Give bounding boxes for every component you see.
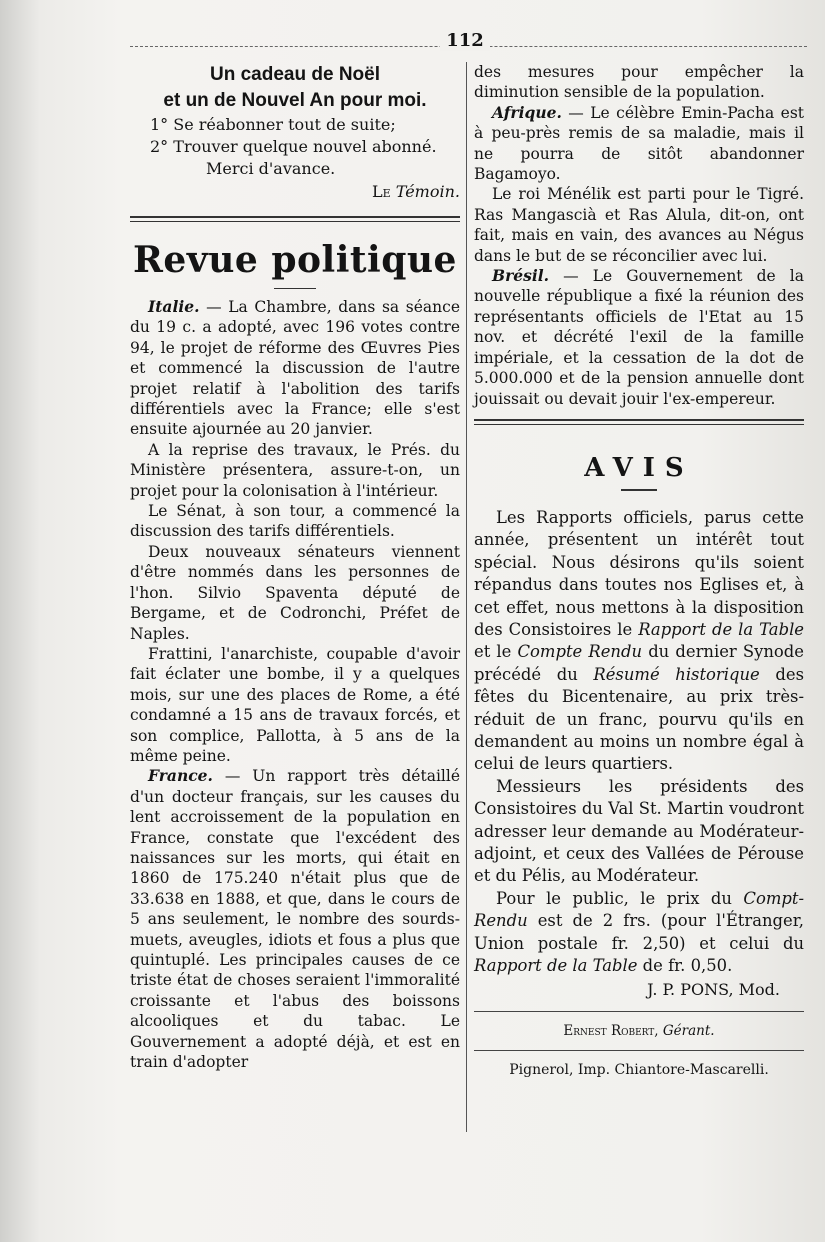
subscription-notice xyxy=(130,62,460,204)
left-column xyxy=(130,62,460,1072)
avis-p3-compt: Compt-Rendu xyxy=(474,888,804,931)
text-italie: — La Chambre, dans sa séance du 19 c. a adopté, avec 196 votes contre 94, le projet de réforme des Œuvres Pies et commencé la discussion de l'autre projet relatif à l'abolition des tarifs différentiels avec la France; elle s'est ensuite ajournée au 20 janvier. xyxy=(130,298,460,439)
keyword-bresil: Brésil. xyxy=(492,266,550,286)
signature-le: Le xyxy=(372,182,391,201)
paragraph-france xyxy=(130,766,460,1072)
avis-title: AVIS xyxy=(584,452,694,483)
avis-p3-c: de fr. 0,50. xyxy=(637,956,733,976)
avis-p1-compte: Compte Rendu xyxy=(517,642,643,662)
footer-rule-2 xyxy=(474,1050,804,1051)
avis-p1-text: Les Rapports officiels, parus cette année, présentent un intérêt tout spécial. Nous désirons qu'ils soient répandus dans toutes nos Eglises et, à cet effet, nous mettons à la disposition des Consistoires le xyxy=(474,507,804,639)
avis-p3-rapport: Rapport de la Table xyxy=(474,956,638,976)
paragraph-continuation: des mesures pour empêcher la diminution sensible de la population. xyxy=(474,63,804,102)
avis-p1-b: et le xyxy=(474,642,518,662)
paragraph-menelik: Le roi Ménélik est parti pour le Tigré. Ras Mangascià et Ras Alula, dit-on, ont fait, mais en vain, des avances au Négus dans le but de se réconcilier avec lui. xyxy=(474,185,804,265)
keyword-france: France. xyxy=(148,766,213,786)
paragraph-bresil xyxy=(474,266,804,409)
column-divider xyxy=(466,62,467,1132)
avis-paragraph-1 xyxy=(474,507,804,776)
section-rule-right xyxy=(474,419,804,425)
avis-p1-c: du dernier Synode précédé du xyxy=(474,642,804,684)
avis-p1-d: des fêtes du Bicentenaire, au prix très-réduit de un franc, pourvu qu'ils en demandent au moins un nombre égal à celui de leurs quartiers. xyxy=(474,664,804,774)
notice-item-2: 2° Trouver quelque nouvel abonné. xyxy=(150,137,437,156)
avis-rule xyxy=(621,489,657,491)
page-number: 112 xyxy=(440,30,490,51)
text-france: — Un rapport très détaillé d'un docteur français, sur les causes du lent accroissement de la population en France, constate que l'excédent des naissances sur les morts, qui était en 1860 de 175.240 n'était plus que de 33.638 en 1888, et que, dans le cours de 5 ans seulement, le nombre des sourds-muets, aveugles, idiots et fous a plus que quintuplé. Les principales causes de ce triste état de choses seraient l'immoralité croissante et l'abus des boissons alcooliques et du tabac. Le Gouvernement a adopté déjà, et est en train d'adopter xyxy=(130,767,460,1072)
gerant-credit: Ernest Robert, Gérant. xyxy=(563,1023,715,1040)
notice-title-line1: Un cadeau de Noël xyxy=(210,64,380,85)
gerant-name: Ernest Robert xyxy=(563,1023,655,1040)
footer-rule-1 xyxy=(474,1011,804,1012)
avis-p3-b: est de 2 frs. (pour l'Étranger, Union postale fr. 2,50) et celui du xyxy=(474,911,804,953)
avis-p1-resume: Résumé historique xyxy=(593,664,760,684)
paragraph-frattini: Frattini, l'anarchiste, coupable d'avoir fait éclater une bombe, il y a quelques mois, sur une des places de Rome, a été condamné a 15 ans de travaux forcés, et son complice, Pallotta, à 5 ans de la même peine. xyxy=(130,644,460,765)
section-rule xyxy=(130,216,460,222)
text-bresil: — Le Gouvernement de la nouvelle république a fixé la réunion des représentants officiels de l'Etat au 15 nov. et décrété l'exil de la famille impériale, et la cessation de la dot de 5.000.000 et de la pension annuelle dont jouissait ou devait jouir l'ex-empereur. xyxy=(474,267,804,408)
avis-p3-a: Pour le public, le prix du xyxy=(496,888,744,908)
notice-signature xyxy=(130,180,460,204)
printer-line: Pignerol, Imp. Chiantore-Mascarelli. xyxy=(509,1062,769,1079)
paragraph-afrique xyxy=(474,103,804,185)
paragraph-senateurs: Deux nouveaux sénateurs viennent d'être nommés dans les personnes de l'hon. Silvio Spaventa député de Bergame, et de Codronchi, Préfet de Naples. xyxy=(130,542,460,643)
title-rule xyxy=(274,288,316,289)
right-column xyxy=(474,62,804,1081)
paragraph-reprise: A la reprise des travaux, le Prés. du Ministère présentera, assure-t-on, un projet pour la colonisation à l'intérieur. xyxy=(130,440,460,500)
avis-paragraph-3 xyxy=(474,888,804,978)
notice-item-1: 1° Se réabonner tout de suite; xyxy=(150,115,396,134)
notice-title-line2: et un de Nouvel An pour moi. xyxy=(163,90,427,111)
avis-p1-rapport: Rapport de la Table xyxy=(638,619,805,639)
revue-title: Revue politique xyxy=(133,239,457,281)
gerant-role: Gérant. xyxy=(662,1023,715,1040)
avis-signature: J. P. PONS, Mod. xyxy=(647,980,780,1000)
notice-thanks: Merci d'avance. xyxy=(206,159,336,178)
keyword-italie: Italie. xyxy=(148,297,200,316)
signature-name: Témoin. xyxy=(395,182,460,201)
text-afrique: — Le célèbre Emin-Pacha est à peu-près remis de sa maladie, mais il ne pourra de sitôt abandonner Bagamoyo. xyxy=(474,103,804,184)
paragraph-senat: Le Sénat, à son tour, a commencé la discussion des tarifs différentiels. xyxy=(130,502,460,541)
paragraph-italie xyxy=(130,297,460,440)
keyword-afrique: Afrique. xyxy=(492,102,562,122)
avis-paragraph-2: Messieurs les présidents des Consistoires du Val St. Martin voudront adresser leur demande au Modérateur-adjoint, et ceux des Vallées de Pérouse et du Pélis, au Modérateur. xyxy=(474,776,804,886)
